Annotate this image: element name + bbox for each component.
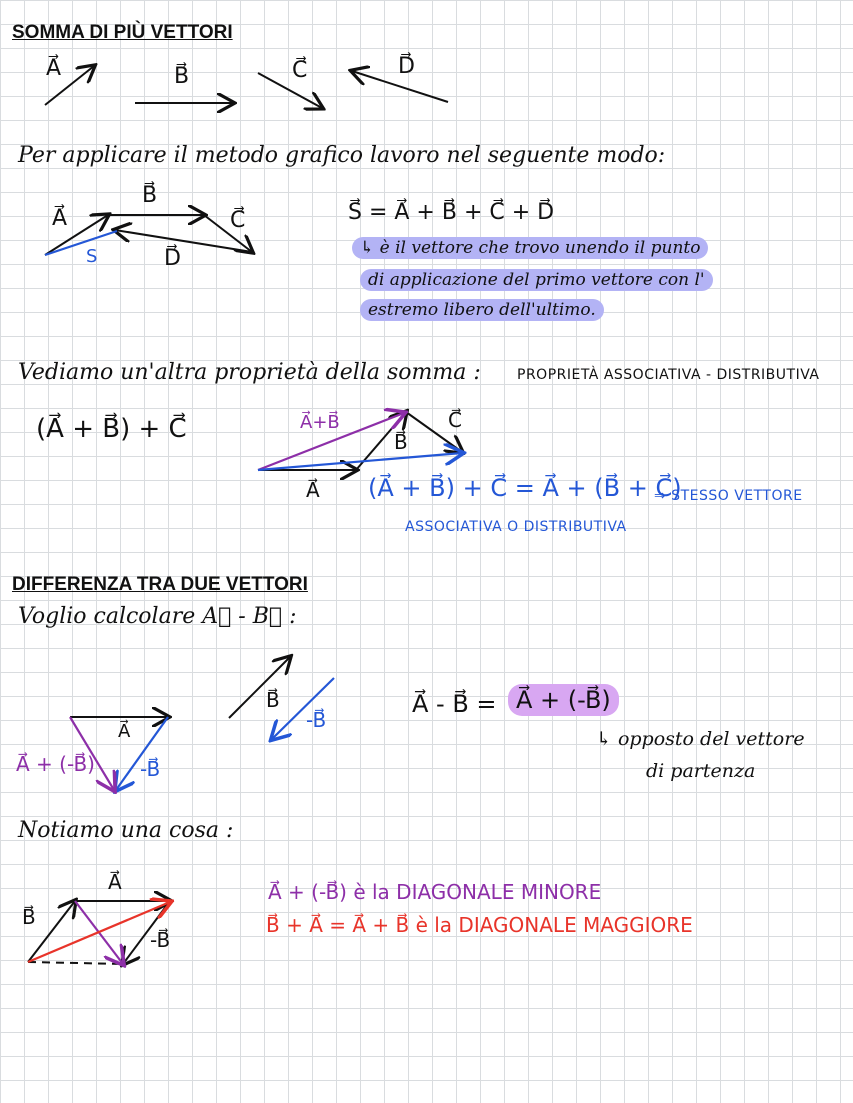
diff-label-a: A⃗ <box>118 721 131 742</box>
assoc-left-expr: (A⃗ + B⃗) + C⃗ <box>36 414 187 444</box>
par-label-b: B⃗ <box>22 905 36 929</box>
somma-formula: S⃗ = A⃗ + B⃗ + C⃗ + D⃗ <box>348 200 555 225</box>
diff-label-result: A⃗ + (-B⃗) <box>16 752 95 776</box>
diff-formula-right: A⃗ + (-B⃗) <box>508 686 619 714</box>
poly-s <box>45 231 117 255</box>
somma-explanation-2: di applicazione del primo vettore con l' <box>360 270 713 290</box>
poly-label-d: D⃗ <box>164 246 181 271</box>
assoc-result: ⇒ STESSO VETTORE <box>654 488 803 504</box>
section-title-differenza: DIFFERENZA TRA DUE VETTORI <box>12 574 308 595</box>
assoc-label-c: C⃗ <box>448 408 462 432</box>
vector-c-arrow <box>258 73 322 108</box>
assoc-label-b: B⃗ <box>394 430 408 454</box>
somma-explanation-3: estremo libero dell'ultimo. <box>360 300 604 320</box>
poly-label-a: A⃗ <box>52 206 68 231</box>
label-d: D⃗ <box>398 54 415 79</box>
assoc-property: PROPRIETÀ ASSOCIATIVA - DISTRIBUTIVA <box>517 367 820 383</box>
assoc-sum-label: A⃗+B⃗ <box>300 412 340 433</box>
diff-opposto-2: di partenza <box>646 760 756 782</box>
section-title-somma: SOMMA DI PIÙ VETTORI <box>12 22 233 43</box>
par-label-neg-b: -B⃗ <box>150 928 171 952</box>
assoc-label-a: A⃗ <box>306 478 320 502</box>
diff-label-neg-b: -B⃗ <box>140 757 161 781</box>
notiamo-intro: Notiamo una cosa : <box>18 818 234 843</box>
label-a: A⃗ <box>46 56 62 81</box>
somma-intro: Per applicare il metodo grafico lavoro nel seguente modo: <box>18 143 666 168</box>
diff-b-standalone <box>229 657 290 718</box>
somma-explanation-1: ↳ è il vettore che trovo unendo il punto <box>352 238 708 258</box>
label-b: B⃗ <box>174 64 190 89</box>
assoc-intro: Vediamo un'altra proprietà della somma : <box>18 360 481 385</box>
poly-label-b: B⃗ <box>142 183 158 208</box>
par-label-a: A⃗ <box>108 870 122 894</box>
assoc-total <box>258 453 462 470</box>
poly-label-s: S <box>86 246 98 267</box>
par-diagonal-major <box>28 902 170 962</box>
notiamo-minore: A⃗ + (-B⃗) è la DIAGONALE MINORE <box>268 880 602 904</box>
poly-d <box>115 230 252 252</box>
diff-formula-left: A⃗ - B⃗ = <box>412 690 497 718</box>
assoc-equality: (A⃗ + B⃗) + C⃗ = A⃗ + (B⃗ + C⃗) <box>368 474 682 502</box>
notiamo-maggiore: B⃗ + A⃗ = A⃗ + B⃗ è la DIAGONALE MAGGIORE <box>266 913 693 937</box>
diff-label-b-standalone: B⃗ <box>266 688 280 712</box>
poly-label-c: C⃗ <box>230 208 246 233</box>
diff-opposto-1: ↳ opposto del vettore <box>596 728 805 750</box>
label-c: C⃗ <box>292 58 308 83</box>
par-bottom-dashed <box>28 962 123 964</box>
diff-intro: Voglio calcolare A⃗ - B⃗ : <box>18 604 297 629</box>
assoc-note: ASSOCIATIVA O DISTRIBUTIVA <box>405 519 627 535</box>
diff-label-neg-b-standalone: -B⃗ <box>306 708 327 732</box>
